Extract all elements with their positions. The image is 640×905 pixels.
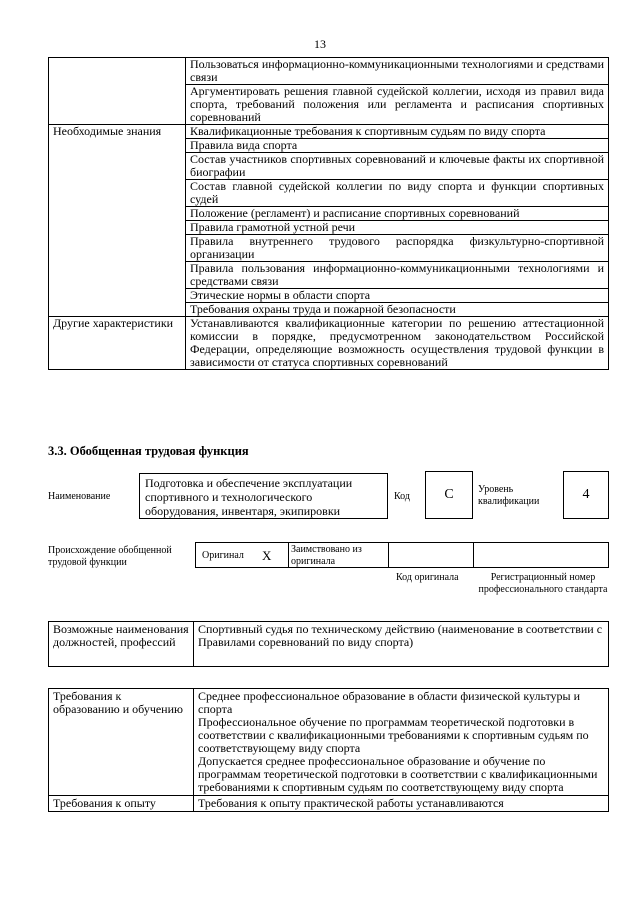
- table-cell: Состав участников спортивных соревнований и ключевые факты их спортивной биографии: [186, 153, 609, 180]
- level-box: [563, 471, 609, 519]
- code-box: [425, 471, 473, 519]
- positions-label: Возможные наименования должностей, профессий: [49, 622, 194, 667]
- code-original-cell: [388, 543, 474, 567]
- level-label: Уровень квалификации: [478, 484, 540, 507]
- experience-value: Требования к опыту практической работы устанавливаются: [194, 796, 609, 812]
- table-cell: Устанавливаются квалификационные категории по решению аттестационной комиссии в порядке, предусмотренном законодательством Российской Федерации, определяющие возможность осуществления трудовой функции в зависимости от статуса спортивных соревнований: [186, 317, 609, 370]
- function-name: Подготовка и обеспечение эксплуатации спортивного и технологического оборудования, инвентаря, экипировки: [145, 476, 353, 518]
- table-row: [49, 689, 609, 796]
- education-item: Профессиональное обучение по программам теоретической подготовки в соответствии с квалификационными требованиями к спортивным судьям по соответствующему виду спорта: [198, 715, 589, 755]
- section-title: 3.3. Обобщенная трудовая функция: [48, 444, 249, 458]
- positions-table: [48, 621, 609, 667]
- function-name-box: [139, 473, 388, 519]
- origin-row: [195, 542, 609, 568]
- table-cell: Этические нормы в области спорта: [186, 289, 609, 303]
- experience-label: Требования к опыту: [49, 796, 194, 812]
- knowledge-table: [48, 57, 609, 370]
- education-item: Среднее профессиональное образование в области физической культуры и спорта: [198, 689, 581, 716]
- borrowed-cell: [288, 543, 389, 567]
- table-cell: Состав главной судейской коллегии по виду спорта и функции спортивных судей: [186, 180, 609, 207]
- education-label: Требования к образованию и обучению: [49, 689, 194, 796]
- reg-number-caption: Регистрационный номер профессионального стандарта: [478, 572, 608, 595]
- code-value: С: [444, 487, 454, 502]
- table-cell: Правила вида спорта: [186, 139, 609, 153]
- table-row: [49, 317, 609, 370]
- row-label-other: Другие характеристики: [49, 317, 186, 370]
- table-cell: Аргументировать решения главной судейской коллегии, исходя из правил вида спорта, требований положения или регламента и расписания спортивных соревнований: [186, 85, 609, 125]
- education-cell: [194, 689, 609, 796]
- origin-label: Происхождение обобщенной трудовой функции: [48, 545, 172, 568]
- education-item: Допускается среднее профессиональное образование и обучение по программам теоретической подготовки в соответствии с квалификационными требованиями к спортивным судьям по соответствующему виду спорта: [198, 754, 598, 794]
- page-number: 13: [314, 37, 326, 51]
- original-cell: [196, 543, 289, 567]
- original-mark: X: [262, 548, 272, 563]
- table-cell: Пользоваться информационно-коммуникационными технологиями и средствами связи: [186, 58, 609, 85]
- table-cell: Требования охраны труда и пожарной безопасности: [186, 303, 609, 317]
- table-cell: Положение (регламент) и расписание спортивных соревнований: [186, 207, 609, 221]
- table-cell: Правила внутреннего трудового распорядка физкультурно-спортивной организации: [186, 235, 609, 262]
- table-cell: Правила пользования информационно-коммуникационными технологиями и средствами связи: [186, 262, 609, 289]
- table-row: [49, 58, 609, 85]
- requirements-table: [48, 688, 609, 812]
- borrowed-label: Заимствовано из оригинала: [291, 544, 362, 567]
- name-label: Наименование: [48, 491, 111, 502]
- original-label: Оригинал: [202, 550, 244, 561]
- table-row: [49, 622, 609, 667]
- table-cell: Квалификационные требования к спортивным судьям по виду спорта: [186, 125, 609, 139]
- table-cell: Правила грамотной устной речи: [186, 221, 609, 235]
- level-value: 4: [582, 487, 590, 502]
- code-label: Код: [394, 491, 410, 502]
- table-row: [49, 796, 609, 812]
- table-row: [49, 125, 609, 139]
- positions-value: Спортивный судья по техническому действию (наименование в соответствии с Правилами соревнований по виду спорта): [194, 622, 609, 667]
- row-label: [49, 58, 186, 125]
- code-original-caption: Код оригинала: [396, 572, 459, 583]
- row-label-knowledge: Необходимые знания: [49, 125, 186, 317]
